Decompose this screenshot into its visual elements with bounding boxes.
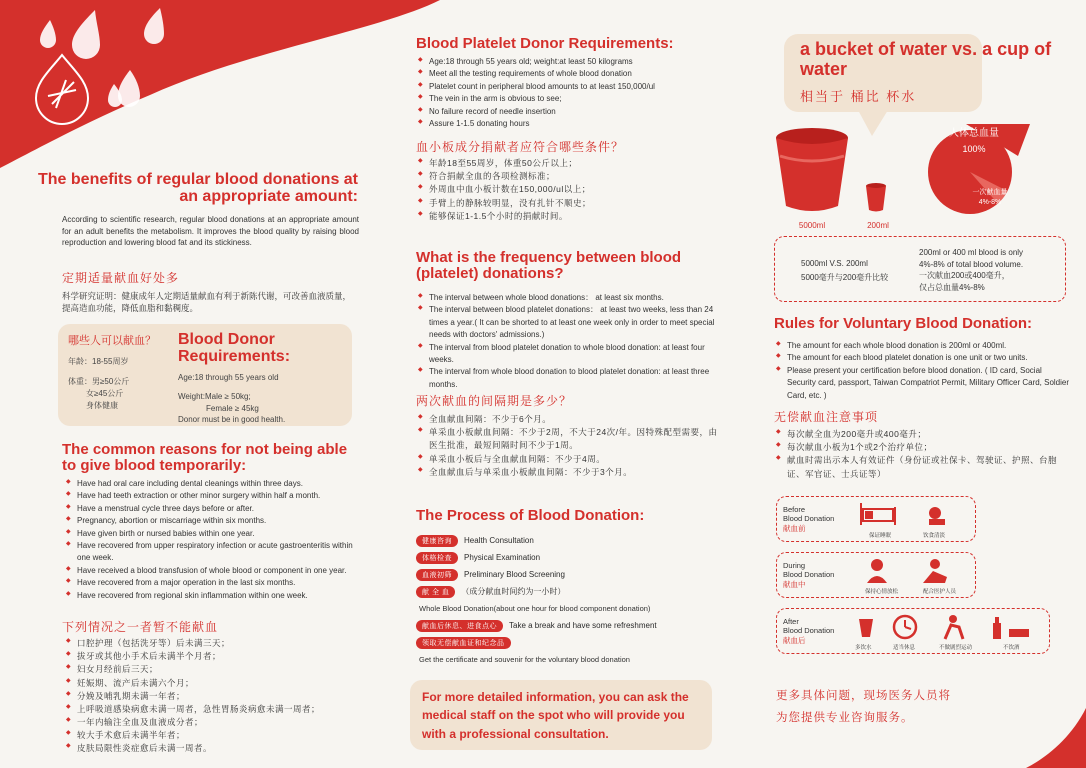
list-item: ◆ Platelet count in peripheral blood amounts to at least 150,000/ul — [418, 81, 718, 93]
stage-before — [776, 496, 976, 542]
step-pill: 献 全 血 — [416, 586, 455, 598]
reasons-cn-list — [66, 637, 358, 756]
rules-cn-list — [776, 428, 1072, 481]
process-note: Get the certificate and souvenir for the voluntary blood donation — [419, 655, 630, 664]
bucket-label: 5000ml — [798, 221, 826, 230]
list-item: ◆ Have given birth or nursed babies within one year. — [66, 528, 358, 540]
list-item: ◆ The interval from whole blood donation to blood platelet donation: at least three months. — [418, 366, 718, 391]
donor-cn-health: 身体健康 — [86, 401, 118, 410]
reasons-list — [66, 478, 358, 602]
drink-water-icon — [859, 619, 873, 637]
list-item: ◆ Assure 1-1.5 donating hours — [418, 118, 718, 130]
stage-en1: After — [783, 617, 799, 626]
step-pill: 健康咨询 — [416, 535, 458, 547]
stage-caption: 保持心情放松 — [865, 589, 899, 595]
reasons-title: The common reasons for not being able to give blood temporarily: — [62, 441, 348, 474]
list-item: ◆ 每次献血小板为1个或2个治疗单位； — [776, 441, 1072, 454]
bubble-title: a bucket of water vs. a cup of water — [800, 39, 1052, 79]
rules-title: Rules for Voluntary Blood Donation: — [774, 315, 1033, 332]
list-item: ◆ 能够保证1-1.5个小时的捐献时间。 — [418, 210, 718, 223]
donor-cn-question: 哪些人可以献血？ — [68, 335, 156, 347]
list-item: ◆ 较大手术愈后未满半年者； — [66, 729, 358, 742]
bed-icon — [861, 503, 895, 525]
step-pill: 献血后休息、进食点心 — [416, 620, 503, 632]
stage-icons — [853, 611, 1047, 653]
list-item: ◆ Meet all the testing requirements of whole blood donation — [418, 68, 718, 80]
process-step — [416, 634, 716, 651]
benefits-title: The benefits of regular blood donations at an appropriate amount: — [38, 171, 359, 205]
contact-cn-line2: 为您提供专业咨询服务。 — [776, 711, 914, 724]
pie-label-cn: 人体总血量 — [949, 128, 999, 139]
pie-small-pct: 4%-8% — [978, 199, 1002, 206]
stage-caption: 适当休息 — [893, 645, 916, 651]
list-item: ◆ 单采血小板后与全血献血间隔：不少于4周。 — [418, 453, 718, 466]
reasons-cn-title: 下列情况之一者暂不能献血 — [62, 620, 219, 634]
step-pill: 领取无偿献血证和纪念品 — [416, 637, 511, 649]
frequency-cn-list — [418, 413, 718, 479]
list-item: ◆ 全血献血间隔：不少于6个月。 — [418, 413, 718, 426]
step-label: （成分献血时间约为一小时） — [461, 587, 566, 596]
stage-cn: 献血后 — [783, 635, 806, 645]
process-steps — [416, 532, 716, 668]
frequency-list — [418, 292, 718, 391]
cup-icon — [866, 183, 886, 212]
stage-caption: 多饮水 — [855, 645, 872, 651]
list-item: ◆ Have recovered from a major operation in the last six months. — [66, 577, 358, 589]
process-step — [416, 549, 716, 566]
volume-comparison-box — [774, 236, 1066, 302]
donor-age: Age:18 through 55 years old — [178, 372, 279, 382]
stage-caption: 保证睡眠 — [869, 533, 892, 539]
bubble-cn: 相当于 桶比 杯水 — [800, 89, 917, 104]
rules-list — [776, 340, 1072, 402]
stage-icons — [853, 555, 971, 597]
red-corner-banner — [0, 0, 440, 168]
list-item: ◆ The amount for each blood platelet donation is one unit or two units. — [776, 352, 1072, 364]
list-item: ◆ Have a menstrual cycle three days before or after. — [66, 503, 358, 515]
list-item: ◆ 外周血中血小板计数在150,000/ul以上； — [418, 183, 718, 196]
list-item: ◆ No failure record of needle insertion — [418, 106, 718, 118]
donor-cn-age: 年龄：18-55周岁 — [68, 357, 129, 366]
list-item: ◆ Age:18 through 55 years old; weight:at least 50 kilograms — [418, 56, 718, 68]
list-item: ◆ 每次献全血为200毫升或400毫升； — [776, 428, 1072, 441]
list-item: ◆ The interval between whole blood donations： at least six months. — [418, 292, 718, 304]
stage-icons — [853, 499, 971, 541]
bucket-vs-cup-illustration — [768, 116, 1068, 234]
benefits-text: According to scientific research, regular blood donations at an appropriate amount for an adult benefits the metabolism. It improves the blood quality by raising blood reproduction and lowering blood fat and its stickiness. — [62, 215, 359, 248]
list-item: ◆ The amount for each whole blood donation is 200ml or 400ml. — [776, 340, 1072, 352]
relaxed-person-icon — [867, 559, 887, 583]
stage-caption: 配合医护人员 — [923, 589, 957, 595]
list-item: ◆ 拔牙或其他小手术后未满半个月者； — [66, 650, 358, 663]
list-item: ◆ 符合捐献全血的各项检测标准； — [418, 170, 718, 183]
donor-en-column — [178, 332, 348, 426]
stage-caption: 饮食清淡 — [923, 533, 946, 539]
process-step — [416, 583, 716, 600]
stage-en1: During — [783, 561, 806, 570]
stage-en2: Blood Donation — [783, 626, 835, 636]
bucket-icon — [776, 128, 848, 211]
list-item: ◆ 手臂上的静脉较明显，没有扎针不顺史； — [418, 197, 718, 210]
stage-label — [783, 505, 853, 533]
step-pill: 血液初筛 — [416, 569, 458, 581]
volume-c2-line1: 200ml or 400 ml blood is only — [919, 248, 1024, 257]
donor-requirements-box — [58, 324, 352, 426]
pie-pct: 100% — [962, 144, 986, 154]
stage-caption: 不做剧烈运动 — [939, 645, 973, 651]
process-step — [416, 566, 716, 583]
step-label: Preliminary Blood Screening — [464, 570, 565, 579]
platelet-cn-list — [418, 157, 718, 223]
info-box — [410, 680, 712, 750]
donor-weight-female: Female ≥ 45kg — [206, 403, 259, 413]
process-step — [416, 532, 716, 549]
left-panel — [0, 0, 372, 768]
list-item: ◆ 全血献血后与单采血小板献血间隔：不少于3个月。 — [418, 466, 718, 479]
right-panel — [760, 0, 1086, 768]
stage-caption: 不饮酒 — [1003, 645, 1020, 651]
stage-during — [776, 552, 976, 598]
donor-weight-male: Weight:Male ≥ 50kg; — [178, 392, 251, 402]
list-item: ◆ Have recovered from regional skin inflammation within one week. — [66, 590, 358, 602]
benefits-cn-text: 科学研究证明：健康成年人定期适量献血有利于新陈代谢，可改善血液质量，提高造血功能，降低血脂和黏稠度。 — [62, 291, 352, 314]
list-item: ◆ 分娩及哺乳期未满一年者； — [66, 690, 358, 703]
step-pill: 体格检查 — [416, 552, 458, 564]
list-item: ◆ 口腔护理（包括洗牙等）后未满三天； — [66, 637, 358, 650]
list-item: ◆ 皮肤局限性炎症愈后未满一周者。 — [66, 742, 358, 755]
step-label: Health Consultation — [464, 536, 534, 545]
donor-cn-column — [68, 332, 168, 412]
list-item: ◆ Please present your certification before blood donation. ( ID card, Social Security card, passport, Taiwan Compatriot Permit, Military Officer Card, Soldier Card, etc. ) — [776, 365, 1072, 402]
donor-cn-weight-female: 女≥45公斤 — [86, 389, 124, 398]
stage-after — [776, 608, 1050, 654]
stage-en1: Before — [783, 505, 806, 514]
middle-panel — [404, 0, 724, 768]
food-icon — [929, 507, 945, 525]
process-note: Whole Blood Donation(about one hour for blood component donation) — [419, 604, 651, 613]
rules-cn-title: 无偿献血注意事项 — [774, 410, 879, 424]
red-corner-accent — [1026, 708, 1086, 768]
volume-c2-line4: 仅占总血量4%-8% — [919, 282, 985, 292]
nurse-icon — [923, 559, 947, 583]
list-item: ◆ The vein in the arm is obvious to see; — [418, 93, 718, 105]
benefits-cn-title: 定期适量献血好处多 — [62, 271, 180, 285]
stage-en2: Blood Donation — [783, 514, 835, 524]
list-item: ◆ The interval between blood platelet donations： at least two weeks, less than 24 times a year.( It can be shorted to at least one week only in order to meet special needs with doctors' admissions.) — [418, 304, 718, 341]
platelet-title: Blood Platelet Donor Requirements: — [416, 35, 674, 52]
blood-volume-pie — [928, 124, 1030, 214]
frequency-cn-title: 两次献血的间隔期是多少？ — [416, 394, 573, 408]
platelet-cn-title: 血小板成分捐献者应符合哪些条件？ — [416, 140, 625, 154]
donor-title: Blood Donor Requirements: — [178, 331, 291, 365]
list-item: ◆ Have had teeth extraction or other minor surgery within half a month. — [66, 490, 358, 502]
volume-col-1 — [801, 257, 888, 284]
volume-c2-line2: 4%-8% of total blood volume. — [919, 259, 1024, 269]
list-item: ◆ Pregnancy, abortion or miscarriage within six months. — [66, 515, 358, 527]
list-item: ◆ Have had oral care including dental cleanings within three days. — [66, 478, 358, 490]
list-item: ◆ Have recovered from upper respiratory infection or acute gastroenteritis within one week. — [66, 540, 358, 565]
cup-label: 200ml — [867, 221, 889, 230]
stage-label — [783, 617, 853, 645]
volume-c1-line2: 5000毫升与200毫升比较 — [801, 272, 889, 282]
frequency-title: What is the frequency between blood (platelet) donations? — [416, 249, 682, 282]
volume-col-2 — [919, 247, 1059, 293]
list-item: ◆ Have received a blood transfusion of whole blood or component in one year. — [66, 565, 358, 577]
stage-label — [783, 561, 853, 589]
list-item: ◆ The interval from blood platelet donation to whole blood donation: at least four weeks. — [418, 342, 718, 367]
pie-small-cn: 一次献血量 — [972, 189, 1008, 196]
clock-icon — [894, 616, 916, 638]
volume-c2-line3: 一次献血200或400毫升， — [919, 271, 1010, 281]
donor-health: Donor must be in good health. — [178, 415, 286, 425]
list-item: ◆ 妇女月经前后三天； — [66, 663, 358, 676]
list-item: ◆ 一年内输注全血及血液成分者； — [66, 716, 358, 729]
process-title: The Process of Blood Donation: — [416, 507, 645, 524]
stage-en2: Blood Donation — [783, 570, 835, 580]
no-exercise-icon — [945, 615, 963, 639]
list-item: ◆ 单采血小板献血间隔：不少于2周，不大于24次/年。因特殊配型需要，由医生批准，最短间隔时间不少于1周。 — [418, 426, 718, 452]
info-text: For more detailed information, you can ask the medical staff on the spot who will provide you with a professional consultation. — [422, 690, 689, 741]
stage-cn: 献血前 — [783, 523, 806, 533]
list-item: ◆ 上呼吸道感染病愈未满一周者，急性胃肠炎病愈未满一周者； — [66, 703, 358, 716]
no-alcohol-icon — [993, 617, 1029, 639]
platelet-list — [418, 56, 718, 130]
process-step — [416, 617, 716, 634]
list-item: ◆ 献血时需出示本人有效证件（身份证或社保卡、驾驶证、护照、台胞证、军官证、士兵证等） — [776, 454, 1072, 480]
contact-cn — [776, 686, 951, 730]
stage-cn: 献血中 — [783, 579, 806, 589]
list-item: ◆ 妊娠期、流产后未满六个月； — [66, 677, 358, 690]
volume-c1-line1: 5000ml V.S. 200ml — [801, 259, 868, 268]
contact-cn-line1: 更多具体问题，现场医务人员将 — [776, 690, 951, 702]
step-label: Physical Examination — [464, 553, 541, 562]
list-item: ◆ 年龄18至55周岁，体重50公斤以上； — [418, 157, 718, 170]
step-label: Take a break and have some refreshment — [509, 621, 657, 630]
donor-cn-weight: 体重：男≥50公斤 — [68, 377, 130, 386]
